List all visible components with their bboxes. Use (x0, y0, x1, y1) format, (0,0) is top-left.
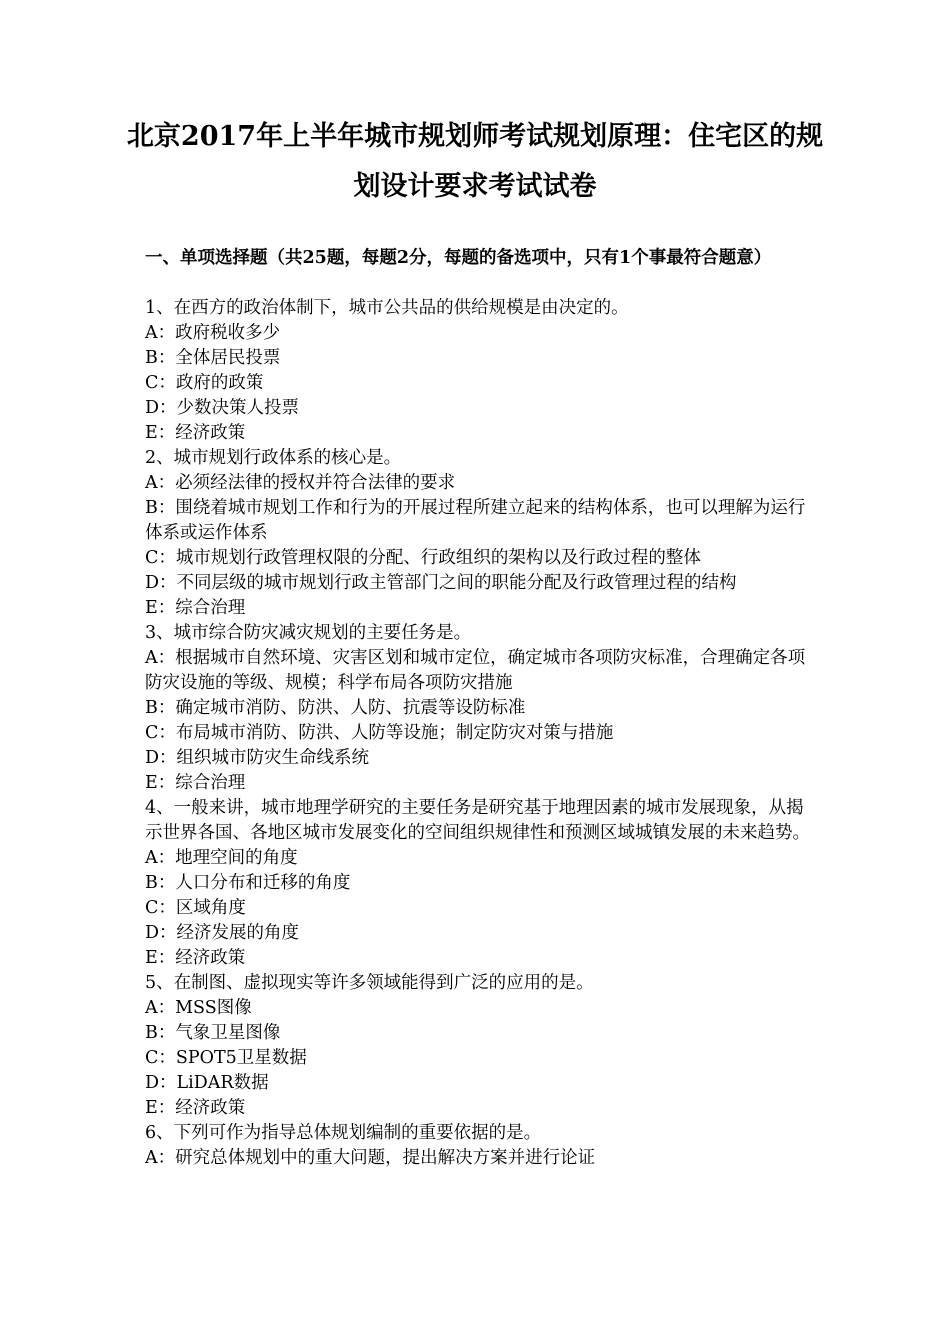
question-6 (145, 1121, 810, 1171)
question-stem: 6、下列可作为指导总体规划编制的重要依据的是。 (145, 1123, 542, 1143)
option-b: B：确定城市消防、防洪、人防、抗震等设防标准 (145, 698, 526, 718)
option-c: C：SPOT5卫星数据 (145, 1048, 307, 1068)
option-e: E：经济政策 (145, 1098, 246, 1118)
option-c: C：布局城市消防、防洪、人防等设施；制定防灾对策与措施 (145, 723, 614, 743)
option-b: B：人口分布和迁移的角度 (145, 873, 351, 893)
option-e: E：综合治理 (145, 598, 246, 618)
option-a: A：MSS图像 (145, 998, 252, 1018)
option-a: A：根据城市自然环境、灾害区划和城市定位，确定城市各项防灾标准，合理确定各项防灾设施的等级、规模；科学布局各项防灾措施 (145, 648, 806, 693)
option-d: D：组织城市防灾生命线系统 (145, 748, 370, 768)
option-c: C：区域角度 (145, 898, 246, 918)
option-c: C：政府的政策 (145, 373, 264, 393)
option-a: A：研究总体规划中的重大问题，提出解决方案并进行论证 (145, 1148, 596, 1168)
option-b: B：围绕着城市规划工作和行为的开展过程所建立起来的结构体系，也可以理解为运行体系或运作体系 (145, 498, 806, 543)
document-title: 北京2017年上半年城市规划师考试规划原理：住宅区的规划设计要求考试试卷 (126, 121, 824, 202)
question-2 (145, 446, 810, 621)
question-4 (145, 796, 810, 971)
question-1 (145, 296, 810, 446)
option-a: A：必须经法律的授权并符合法律的要求 (145, 473, 456, 493)
question-stem: 2、城市规划行政体系的核心是。 (145, 448, 402, 468)
option-d: D：少数决策人投票 (145, 398, 300, 418)
question-stem: 4、一般来讲，城市地理学研究的主要任务是研究基于地理因素的城市发展现象，从揭示世界各国、各地区城市发展变化的空间组织规律性和预测区域城镇发展的未来趋势。 (145, 798, 810, 843)
question-list (145, 296, 810, 1171)
option-c: C：城市规划行政管理权限的分配、行政组织的架构以及行政过程的整体 (145, 548, 701, 568)
question-stem: 5、在制图、虚拟现实等许多领域能得到广泛的应用的是。 (145, 973, 594, 993)
option-d: D：经济发展的角度 (145, 923, 300, 943)
option-e: E：综合治理 (145, 773, 246, 793)
question-stem: 1、在西方的政治体制下，城市公共品的供给规模是由决定的。 (145, 298, 629, 318)
option-a: A：地理空间的角度 (145, 848, 298, 868)
option-b: B：气象卫星图像 (145, 1023, 281, 1043)
option-a: A：政府税收多少 (145, 323, 281, 343)
option-e: E：经济政策 (145, 948, 246, 968)
option-d: D：不同层级的城市规划行政主管部门之间的职能分配及行政管理过程的结构 (145, 573, 737, 593)
section-heading: 一、单项选择题（共25题，每题2分，每题的备选项中，只有1个事最符合题意） (145, 248, 772, 268)
option-e: E：经济政策 (145, 423, 246, 443)
option-b: B：全体居民投票 (145, 348, 281, 368)
question-stem: 3、城市综合防灾减灾规划的主要任务是。 (145, 623, 472, 643)
option-d: D：LiDAR数据 (145, 1073, 269, 1093)
question-5 (145, 971, 810, 1121)
question-3 (145, 621, 810, 796)
